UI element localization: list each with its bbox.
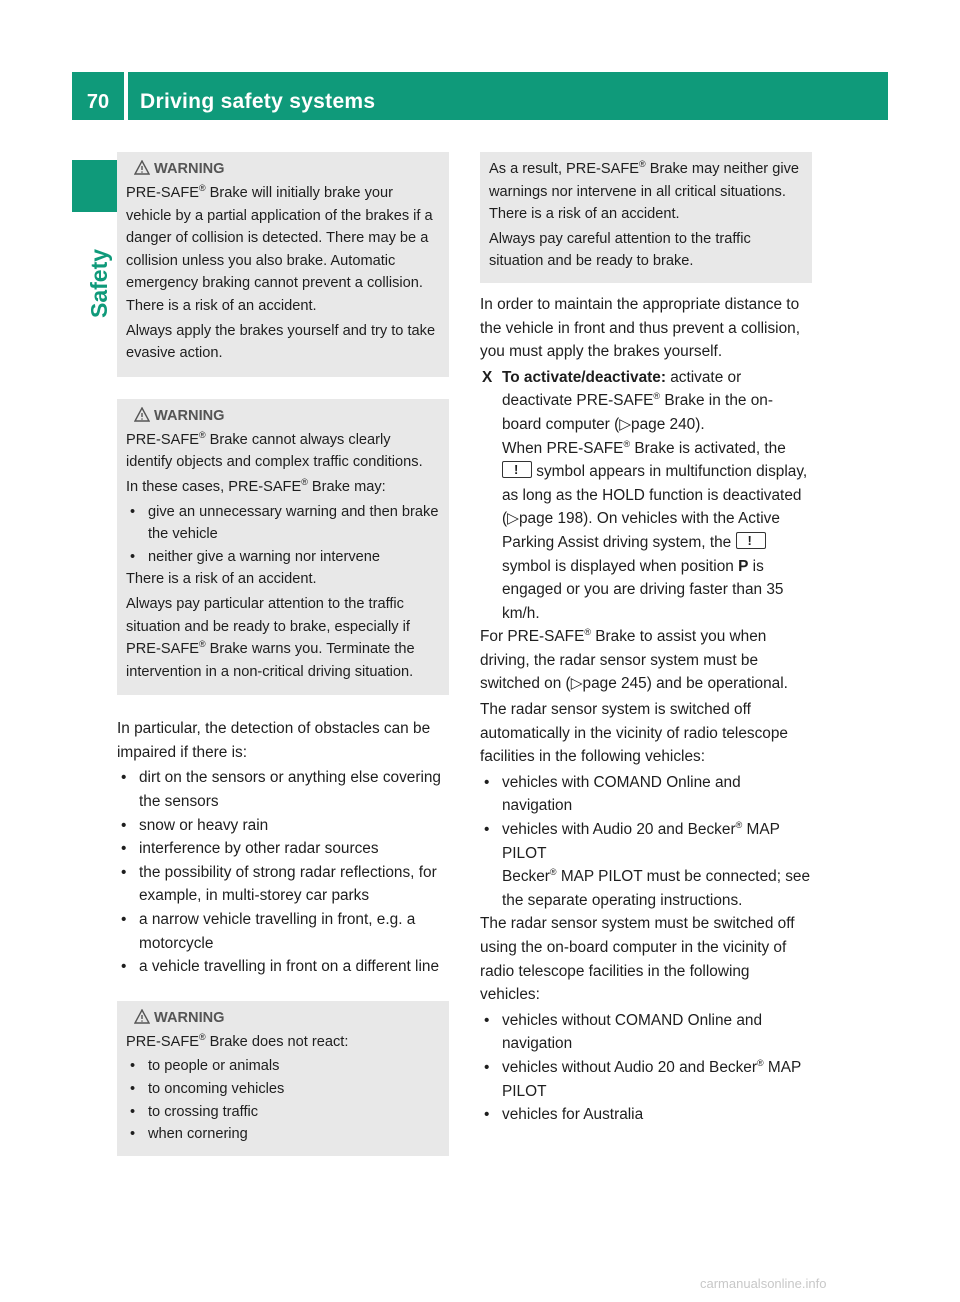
instruction-step: X To activate/deactivate: activate or deactivate PRE-SAFE® Brake in the on-board computer (▷page 240). When PRE-SAFE® Brake is activated, the ! symbol appears in multifunction display, as long as the HOLD function is deactivated (▷page 198). On vehicles with the Active Parking Assist driving system, the ! symbol is displayed when position P is engaged or you are driving faster than 35 km/h.: [480, 366, 812, 626]
vehicle-list-1: [480, 771, 812, 913]
body-text: The radar sensor system must be switched off using the on-board computer in the vicinity of radio telescope facilities in the following vehicles:: [480, 915, 795, 1004]
page-number-box: [72, 72, 124, 120]
header-bar: [128, 72, 888, 120]
note-text: As a result, PRE-SAFE® Brake may neither give warnings nor intervene in all critical situations. There is a risk of an accident.: [489, 159, 799, 223]
note-text: Always pay careful attention to the traffic situation and be ready to brake.: [489, 230, 751, 270]
page-number: 70: [86, 91, 110, 113]
list-item: • a vehicle travelling in front on a different line: [117, 955, 449, 979]
list-item: • vehicles without Audio 20 and Becker® MAP PILOT: [480, 1056, 812, 1103]
body-text: For PRE-SAFE® Brake to assist you when driving, the radar sensor system must be switched on (▷page 245) and be operational.: [480, 627, 788, 693]
list-item: • vehicles with COMAND Online and navigation: [480, 771, 812, 818]
warning-text: There is a risk of an accident.: [126, 571, 317, 588]
page-ref-icon: ▷: [619, 415, 632, 433]
step-arrow-icon: X: [482, 368, 493, 386]
warning-text: PRE-SAFE® Brake cannot always clearly identify objects and complex traffic conditions.: [126, 429, 423, 471]
list-item: • vehicles for Australia: [480, 1103, 812, 1127]
warning-box-1: [117, 152, 449, 377]
warning-box-3: [117, 1001, 449, 1156]
list-item: • the possibility of strong radar reflections, for example, in multi-storey car parks: [117, 861, 449, 908]
list-item: • give an unnecessary warning and then brake the vehicle: [126, 501, 440, 546]
warning-text: PRE-SAFE® Brake will initially brake your vehicle by a partial application of the brakes if a danger of collision is detected. There may be a collision unless you also brake. Automatic emergency braking cannot prevent a collision. There is a risk of an accident.: [126, 183, 433, 314]
warning-text: Always pay particular attention to the traffic situation and be ready to brake, especially if PRE-SAFE® Brake warns you. Terminate the intervention in a non-critical driving situation.: [126, 595, 415, 680]
warning-heading: WARNING: [126, 158, 440, 182]
warning-text: In these cases, PRE-SAFE® Brake may:: [126, 476, 386, 495]
warning-text: PRE-SAFE® Brake does not react:: [126, 1031, 349, 1050]
list-item: • a narrow vehicle travelling in front, e.g. a motorcycle: [117, 908, 449, 955]
list-item: • interference by other radar sources: [117, 837, 449, 861]
body-text: In particular, the detection of obstacles can be impaired if there is:: [117, 720, 431, 761]
warning-heading: WARNING: [126, 1007, 440, 1031]
page-ref-link[interactable]: page 240).: [631, 415, 705, 433]
page-ref-icon: ▷: [507, 510, 519, 528]
body-text: In order to maintain the appropriate distance to the vehicle in front and thus prevent a collision, you must apply the brakes yourself.: [480, 295, 800, 361]
brake-warning-symbol-icon: [502, 461, 532, 478]
list-item: • vehicles without COMAND Online and navigation: [480, 1009, 812, 1056]
warning-heading: WARNING: [126, 405, 440, 429]
vehicle-list-2: [480, 1009, 812, 1127]
warning-list: [126, 501, 440, 569]
body-text: The radar sensor system is switched off automatically in the vicinity of radio telescope facilities in the following vehicles:: [480, 701, 788, 766]
warning-triangle-icon: [134, 407, 150, 423]
obstacle-list: [117, 766, 449, 978]
left-column: [117, 152, 449, 1178]
warning-triangle-icon: [134, 1009, 150, 1025]
list-item: • snow or heavy rain: [117, 814, 449, 838]
page-ref-link[interactable]: page 245) and be operational.: [582, 675, 788, 693]
list-item: • vehicles with Audio 20 and Becker® MAP PILOT Becker® MAP PILOT must be connected; see the separate operating instructions.: [480, 818, 812, 912]
section-label: Safety: [86, 248, 112, 318]
note-box: [480, 152, 812, 283]
warning-list: [126, 1055, 440, 1145]
list-item: • when cornering: [126, 1123, 440, 1146]
page-title: Driving safety systems: [140, 90, 376, 113]
list-item: • to crossing traffic: [126, 1101, 440, 1124]
page-ref-link[interactable]: page 198). On vehicles with the Active Parking Assist driving system, the: [502, 510, 780, 551]
footer-watermark: carmanualsonline.info: [700, 1276, 827, 1291]
warning-text: Always apply the brakes yourself and try to take evasive action.: [126, 322, 436, 362]
list-item: • to people or animals: [126, 1055, 440, 1078]
list-item: • to oncoming vehicles: [126, 1078, 440, 1101]
right-column: [480, 152, 812, 1127]
warning-box-2: [117, 399, 449, 696]
brake-warning-symbol-icon: [736, 532, 766, 549]
page-ref-icon: ▷: [570, 675, 583, 693]
warning-triangle-icon: [134, 160, 150, 176]
list-item: • dirt on the sensors or anything else covering the sensors: [117, 766, 449, 813]
list-item: • neither give a warning nor intervene: [126, 546, 440, 569]
